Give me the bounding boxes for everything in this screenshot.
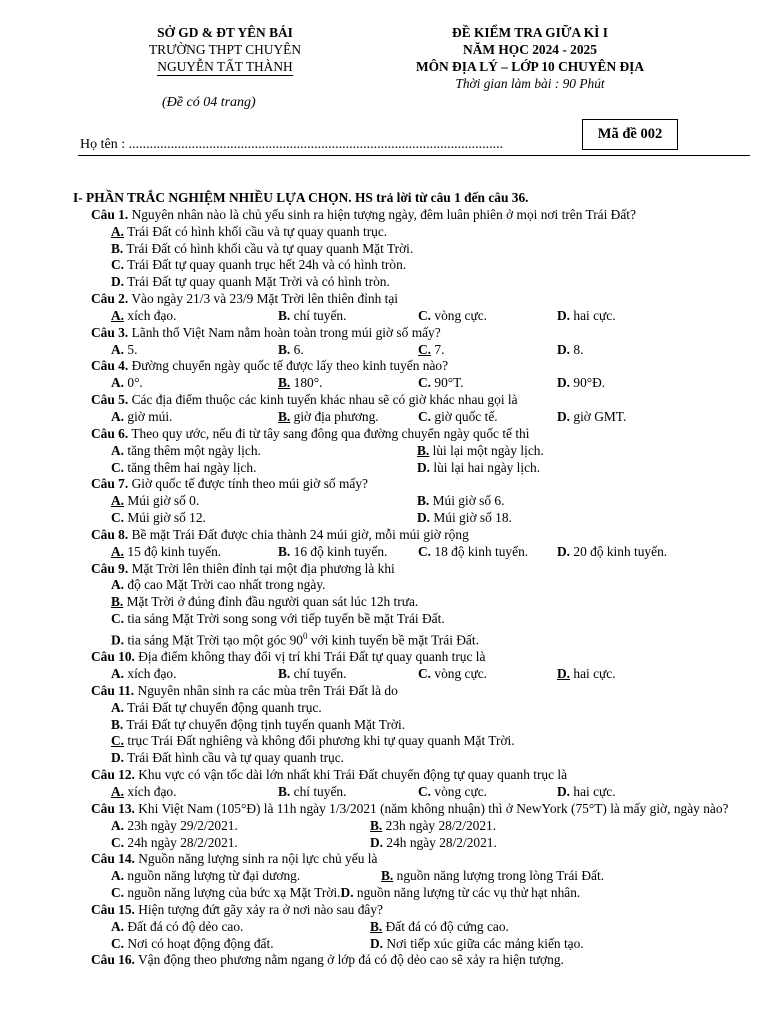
exam-header [385, 24, 675, 92]
question: Câu 11. Nguyên nhân sinh ra các mùa trên Trái Đất là do [91, 682, 398, 698]
answer-option: B. Trái Đất tự chuyển động tịnh tuyến quanh Mặt Trời. [111, 716, 406, 732]
question: Câu 15. Hiện tượng đứt gãy xảy ra ở nơi nào sau đây? [91, 901, 383, 917]
school-name-line2: NGUYỄN TẤT THÀNH [157, 59, 293, 74]
question: Câu 1. Nguyên nhân nào là chủ yếu sinh ra hiện tượng ngày, đêm luân phiên ở mọi nơi trên Trái Đất? [91, 206, 636, 222]
question: Câu 4. Đường chuyển ngày quốc tế được lấy theo kinh tuyến nào? [91, 358, 449, 374]
question: Câu 2. Vào ngày 21/3 và 23/9 Mặt Trời lên thiên đỉnh tại [91, 291, 399, 307]
exam-title: ĐỀ KIỂM TRA GIỮA KÌ I [452, 25, 608, 40]
answer-options-row: C. nguồn năng lượng của bức xạ Mặt Trời. D. nguồn năng lượng từ các vụ thử hạt nhân. [111, 885, 581, 901]
answer-options-row: A. 15 độ kinh tuyến. B. 16 độ kinh tuyến. C. 18 độ kinh tuyến. D. 20 độ kinh tuyến. [111, 543, 668, 559]
question: Câu 6. Theo quy ước, nếu đi từ tây sang đông qua đường chuyển ngày quốc tế thì [91, 425, 530, 441]
answer-option: B. Mặt Trời ở đúng đỉnh đầu người quan sát lúc 12h trưa. [111, 594, 419, 610]
question: Câu 13. Khi Việt Nam (105°Đ) là 11h ngày 1/3/2021 (năm không nhuận) thì ở NewYork (75°T) là mấy giờ, ngày nào? [91, 800, 729, 816]
answer-options-row: A. nguồn năng lượng từ đại dương. B. nguồn năng lượng trong lòng Trái Đất. [111, 868, 605, 884]
header-divider [78, 155, 750, 156]
school-year: NĂM HỌC 2024 - 2025 [463, 42, 597, 57]
answer-options-row: A. giờ múi. B. giờ địa phương. C. giờ quốc tế. D. giờ GMT. [111, 408, 627, 424]
exam-code-box: Mã đề 002 [582, 119, 678, 150]
answer-options-row: A. 5. B. 6. C. 7. D. 8. [111, 341, 584, 357]
time-allowed: Thời gian làm bài : 90 Phút [455, 76, 605, 91]
question: Câu 3. Lãnh thổ Việt Nam nằm hoàn toàn trong múi giờ số mấy? [91, 324, 441, 340]
answer-options-row: A. xích đạo. B. chí tuyến. C. vòng cực. D. hai cực. [111, 307, 616, 323]
question: Câu 5. Các địa điểm thuộc các kinh tuyến khác nhau sẽ có giờ khác nhau gọi là [91, 392, 518, 408]
question-list [73, 190, 733, 969]
answer-options-row: A. 23h ngày 29/2/2021. B. 23h ngày 28/2/2021. [111, 817, 497, 833]
student-name-line: Họ tên : ........................................................................................................... [80, 137, 504, 152]
answer-option: D. Trái Đất tự quay quanh Mặt Trời và có hình tròn. [111, 274, 390, 290]
answer-option: A. Trái Đất có hình khối cầu và tự quay quanh trục. [111, 223, 388, 239]
answer-options-row: C. 24h ngày 28/2/2021. D. 24h ngày 28/2/2021. [111, 834, 497, 850]
answer-options-row: A. tăng thêm một ngày lịch. B. lùi lại một ngày lịch. [111, 442, 544, 458]
question: Câu 8. Bề mặt Trái Đất được chia thành 24 múi giờ, mỗi múi giờ rộng [91, 526, 469, 542]
answer-option: C. trục Trái Đất nghiêng và không đổi phương khi tự quay quanh Mặt Trời. [111, 733, 515, 749]
answer-option: D. tia sáng Mặt Trời tạo một góc $90^0$ với kinh tuyến bề mặt Trái Đất. [111, 630, 479, 648]
department-name: SỞ GD & ĐT YÊN BÁI [157, 25, 293, 40]
answer-option: C. tia sáng Mặt Trời song song với tiếp tuyến bề mặt Trái Đất. [111, 611, 445, 627]
answer-option: A. độ cao Mặt Trời cao nhất trong ngày. [111, 577, 326, 593]
answer-options-row: A. xích đạo. B. chí tuyến. C. vòng cực. D. hai cực. [111, 666, 616, 682]
answer-option: A. Trái Đất tự chuyển động quanh trục. [111, 699, 322, 715]
question: Câu 12. Khu vực có vận tốc dài lớn nhất khi Trái Đất chuyển động tự quay quanh trục là [91, 767, 568, 783]
subject-line: MÔN ĐỊA LÝ – LỚP 10 CHUYÊN ĐỊA [415, 59, 645, 74]
answer-option: D. Trái Đất hình cầu và tự quay quanh trục. [111, 750, 345, 766]
answer-options-row: A. 0°. B. 180°. C. 90°T. D. 90°Đ. [111, 375, 606, 391]
answer-options-row: C. tăng thêm hai ngày lịch. D. lùi lại hai ngày lịch. [111, 459, 541, 475]
question: Câu 10. Địa điểm không thay đổi vị trí khi Trái Đất tự quay quanh trục là [91, 649, 486, 665]
answer-options-row: C. Nơi có hoạt động động đất. D. Nơi tiếp xúc giữa các mảng kiến tạo. [111, 935, 584, 951]
answer-options-row: A. Múi giờ số 0. B. Múi giờ số 6. [111, 493, 505, 509]
question: Câu 16. Vận động theo phương nằm ngang ở lớp đá có độ dẻo cao sẽ xảy ra hiện tượng. [91, 952, 564, 968]
section-title: I- PHẦN TRẮC NGHIỆM NHIỀU LỰA CHỌN. HS trả lời từ câu 1 đến câu 36. [73, 190, 529, 205]
question: Câu 14. Nguồn năng lượng sinh ra nội lực chủ yếu là [91, 851, 378, 867]
school-header [110, 24, 340, 76]
question: Câu 9. Mặt Trời lên thiên đỉnh tại một địa phương là khi [91, 560, 395, 576]
answer-options-row: A. Đất đá có độ dẻo cao. B. Đất đá có độ cứng cao. [111, 918, 509, 934]
question: Câu 7. Giờ quốc tế được tính theo múi giờ số mấy? [91, 476, 368, 492]
answer-option: C. Trái Đất tự quay quanh trục hết 24h và có hình tròn. [111, 257, 407, 273]
answer-option: B. Trái Đất có hình khối cầu và tự quay quanh Mặt Trời. [111, 240, 414, 256]
answer-options-row: A. xích đạo. B. chí tuyến. C. vòng cực. D. hai cực. [111, 784, 616, 799]
school-name-line1: TRƯỜNG THPT CHUYÊN [149, 42, 301, 57]
pages-note: (Đề có 04 trang) [162, 95, 256, 110]
answer-options-row: C. Múi giờ số 12. D. Múi giờ số 18. [111, 510, 512, 526]
